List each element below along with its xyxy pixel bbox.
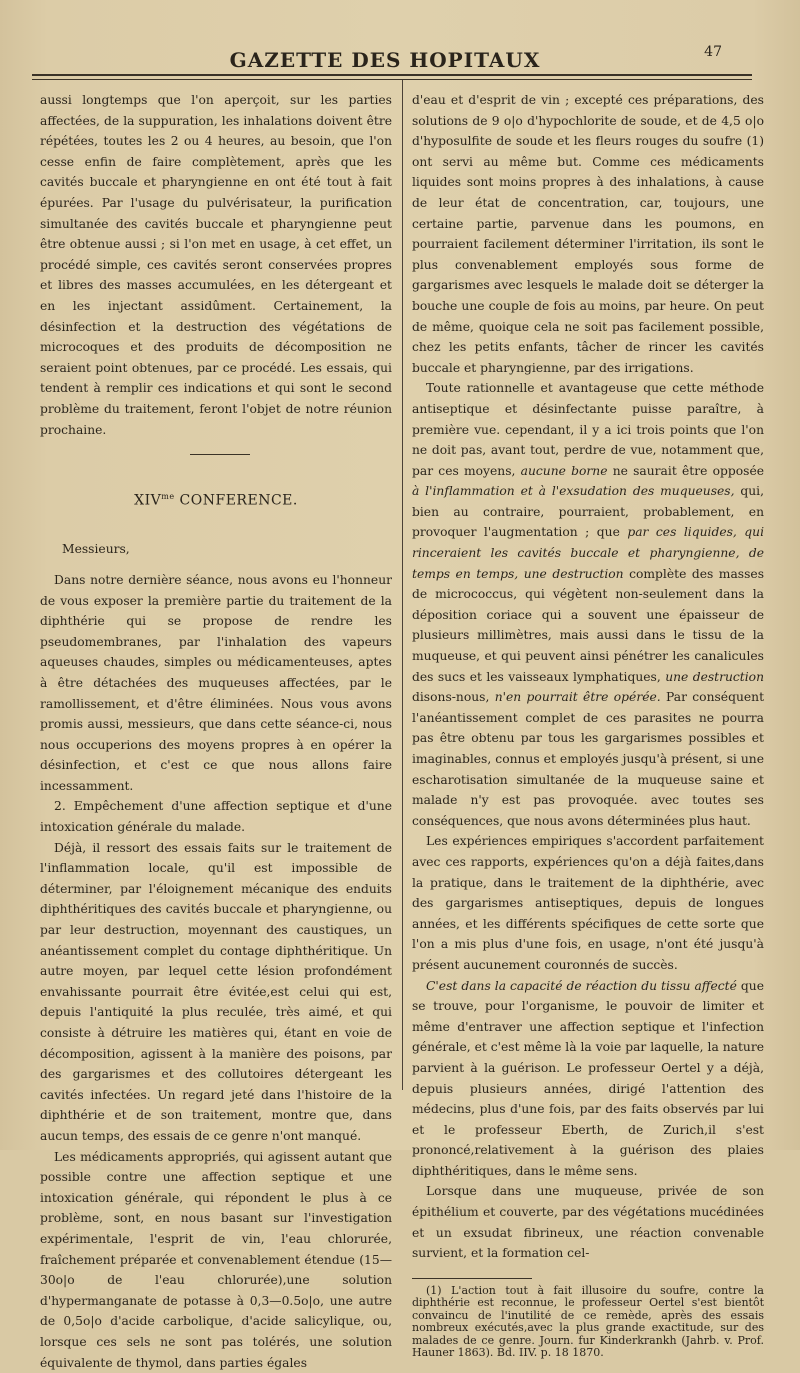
p7-text: que se trouve, pour l'organisme, le pouvoir de limiter et même d'entraver une affection septique et l'infection générale, et c'est même là la voie par laquelle, la nature parvient à la guérison. Le professeur Oertel y a déjà, depuis plusieurs années, dirigé l'attention des médecins, plus d'une fois, par des faits observés par lui et le professeur Eberth, de Zurich,il s'est prononcé,relativement à la guérison des plaies diphthéritiques, dans le même sens. [412,978,764,1178]
p5-text-f: Par conséquent l'anéantissement complet de ces parasites ne pourra pas être obtenu par tous les gargarismes possibles et imaginables, connus et employés jusqu'à présent, si une escharotisation simultanée de la muqueuse saine et malade n'y est pas provoquée. avec toutes ses conséquences, que nous avons déterminées plus haut. [412,690,765,828]
p5-text-c: qui, bien au contraire, pourraient, probablement, en provoquer l'augmentation ; que [412,484,764,540]
paragraph-3: Déjà, il ressort des essais faits sur le traitement de l'inflammation locale, qu'il est impossible de déterminer, par l'éloignement mécanique des enduits diphthéritiques des cavités buccale et pharyngienne, ou par leur destruction, moyennant des caustiques, un anéantissement complet du contage diphthéritique. Un autre moyen, par lequel cette lésion profondément envahissante pourrait être évitée,est celui qui est, depuis l'antiquité la plus reculée, très aimé, et qui consiste à détruire les matières qui, étant en voie de décomposition, agissent à la manière des poisons, par des gargarismes et des collutoires détergeant les cavités infectées. Un regard jeté dans l'histoire de la diphthérie et de son traitement, montre que, dans aucun temps, des essais de ce genre n'ont manqué. [40,840,392,1143]
conference-ordinal: me [161,492,175,502]
paragraph-4: Les médicaments appropriés, qui agissent autant que possible contre une affection septique et une intoxication générale, qui répondent le plus à ce problème, sont, en nous basant sur l'investigation expérimentale, l'esprit de vin, l'eau chlorurée, fraîchement préparée et convenablement étendue (15—30o|o de l'eau chlorurée),une solution d'hypermanganate de potasse à 0,3—0.5o|o, une autre de 0,5o|o d'acide carbolique, d'acide salicylique, ou, lorsque ces sels ne sont pas tolérés, une solution équivalente de thymol, dans parties égales [40,1149,392,1370]
paragraph-8: Lorsque dans une muqueuse, privée de son épithélium et couverte, par des végétations mucédinées et un exsudat fibrineux, une réaction convenable survient, et la formation cel- [412,1184,764,1261]
continued-paragraph: d'eau et d'esprit de vin ; excepté ces préparations, des solutions de 9 o|o d'hypochlorite de soude, et de 4,5 o|o d'hyposulfite de soude et les fleurs rouges du soufre (1) ont servi au même but. Comme ces médicaments liquides sont moins propres à des inhalations, à cause de leur état de concentration, car, toujours, une certaine partie, parvenue dans les poumons, en pourraient facilement déterminer l'irritation, ils sont le plus convenablement employés sous forme de gargarismes avec lesquels le malade doit se déterger la bouche une couple de fois au moins, par heure. On peut de même, quoique cela ne soit pas facilement possible, chez les petits enfants, tâcher de rincer les cavités buccale et pharyngienne, par des irrigations. [412,93,764,375]
p5-italic-3: par ces liquides, qui rinceraient les cavités buccale et pharyngienne, de temps en temps, une destruction [412,525,765,581]
header-rule [32,74,752,76]
p5-italic-1: aucune borne [520,463,608,478]
section-divider [190,454,250,455]
page-number: 47 [704,44,722,60]
paragraph-7 [412,976,764,1182]
p7-italic: C'est dans la capacité de réaction du tissu affecté [426,978,737,993]
p5-italic-5: n'en pourrait être opérée. [494,690,661,705]
left-column [40,90,392,1373]
p5-italic-2: à l'inflammation et à l'exsudation des muqueuses, [412,484,735,499]
footnote: (1) L'action tout à fait illusoire du soufre, contre la diphthérie est reconnue, le professeur Oertel s'est bientôt convaincu de l'inutilité de ce remède, après des essais nombreux exécutés,avec la plus grande exactitude, sur des malades de ce genre. Journ. fur Kinderkrankh (Jahrb. v. Prof. Hauner 1863). Bd. IIV. p. 18 1870. [412,1283,764,1360]
paragraph-1: Dans notre dernière séance, nous avons eu l'honneur de vous exposer la première partie du traitement de la diphthérie qui se propose de rendre les pseudomembranes, par l'inhalation des vapeurs aqueuses chaudes, simples ou médicamenteuses, aptes à être détachées des muqueuses affectées, par le ramollissement, et d'être éliminées. Nous vous avons promis aussi, messieurs, que dans cette séance-ci, nous nous occuperions des moyens propres à en opérer la désinfection, et c'est ce que nous allons faire incessamment. [40,572,392,793]
conference-label: CONFERENCE. [174,492,298,509]
p5-text-a: Toute rationnelle et avantageuse que cette méthode antiseptique et désinfectante puisse paraître, à première vue. cependant, il y a ici trois points que l'on ne doit pas, avant tout, perdre de vue, notamment que, par ces moyens, [412,381,764,478]
p5-text-d: complète des masses de micrococcus, qui végètent non-seulement dans la déposition coriace qui a souvent une épaisseur de plusieurs millimètres, mais aussi dans le tissu de la muqueuse, et qui peuvent ainsi pénétrer les canalicules des sucs et les vaisseaux lymphatiques, [412,566,765,684]
footnote-rule [412,1278,532,1279]
p5-text-e: disons-nous, [412,690,495,705]
column-divider [402,80,403,1090]
conference-number: XIV [134,492,162,509]
conference-title [40,487,392,511]
p5-italic-4: une destruction [665,669,764,684]
p5-text-b: ne saurait être opposée [607,463,764,478]
paragraph-5 [412,378,764,831]
intro-paragraph: aussi longtemps que l'on aperçoit, sur les parties affectées, de la suppuration, les inhalations doivent être répétées, toutes les 2 ou 4 heures, au besoin, que l'on cesse enfin de faire complètement, après que les cavités buccale et pharyngienne en ont été tout à fait épurées. Par l'usage du pulvérisateur, la purification simultanée des cavités buccale et pharyngienne peut être obtenue aussi ; si l'on met en usage, à cet effet, un procédé simple, ces cavités seront conservées propres et libres des masses accumulées, en les détergeant et en les injectant assidûment. Certainement, la désinfection et la destruction des végétations de microcoques et des produits de décomposition ne seraient point obtenues, par ce procédé. Les essais, qui tendent à remplir ces indications et qui sont le second problème du traitement, feront l'objet de notre réunion prochaine. [40,93,392,437]
paragraph-2: 2. Empêchement d'une affection septique et d'une intoxication générale du malade. [40,799,392,835]
right-column [412,90,764,1360]
header-rule-thin [32,79,752,80]
paragraph-6: Les expériences empiriques s'accordent parfaitement avec ces rapports, expériences qu'on a déjà faites,dans la pratique, dans le traitement de la diphthérie, avec des gargarismes antiseptiques, depuis de longues années, et les différents spécifiques de cette sorte que l'on a mis plus d'une fois, en usage, n'ont été jusqu'à présent aucunement couronnés de succès. [412,834,764,972]
page-header-title: GAZETTE DES HOPITAUX [229,48,541,72]
salutation: Messieurs, [62,542,130,557]
